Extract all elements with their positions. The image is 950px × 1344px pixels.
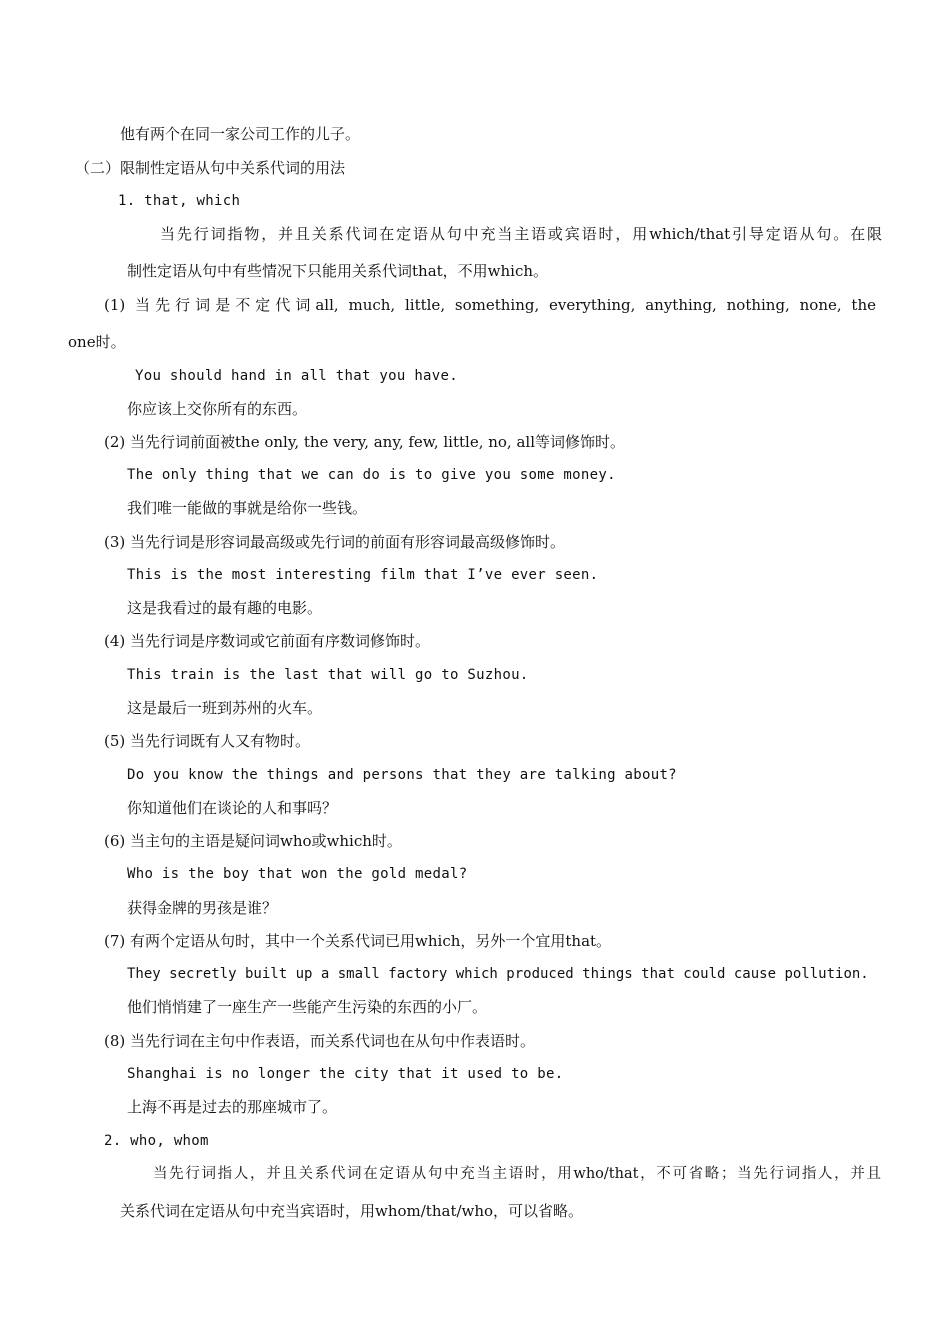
rule-1-translation: 你应该上交你所有的东西。 — [127, 400, 308, 418]
rule-6-text: (6) 当主句的主语是疑问词who或which时。 — [104, 832, 402, 850]
rule-1-text-line1: (1) 当先行词是不定代词all, much, little, something, everything, anything, nothing, none, the — [104, 296, 876, 314]
rule-4-translation: 这是最后一班到苏州的火车。 — [127, 699, 323, 717]
rule-5-text: (5) 当先行词既有人又有物时。 — [104, 732, 311, 750]
rule-3-text: (3) 当先行词是形容词最高级或先行词的前面有形容词最高级修饰时。 — [104, 533, 566, 551]
rule-7-translation: 他们悄悄建了一座生产一些能产生污染的东西的小厂。 — [127, 998, 488, 1016]
rule-2-text: (2) 当先行词前面被the only, the very, any, few, little, no, all等词修饰时。 — [104, 433, 626, 451]
rule-6-translation: 获得金牌的男孩是谁？ — [127, 899, 278, 917]
rule-8-translation: 上海不再是过去的那座城市了。 — [127, 1098, 338, 1116]
intro-translation: 他有两个在同一家公司工作的儿子。 — [120, 125, 361, 143]
rule-3-translation: 这是我看过的最有趣的电影。 — [127, 599, 323, 617]
rule-8-example: Shanghai is no longer the city that it used to be. — [127, 1066, 564, 1082]
section-title: （二）限制性定语从句中关系代词的用法 — [75, 159, 346, 177]
rule-4-example: This train is the last that will go to Suzhou. — [127, 667, 529, 683]
sub1-desc-line2: 制性定语从句中有些情况下只能用关系代词that，不用which。 — [127, 262, 549, 280]
sub2-desc-line1: 当先行词指人，并且关系代词在定语从句中充当主语时，用who/that，不可省略；当先行词指人，并且 — [153, 1166, 881, 1182]
rule-1-example: You should hand in all that you have. — [135, 368, 458, 384]
sub2-desc-line2: 关系代词在定语从句中充当宾语时，用whom/that/who，可以省略。 — [120, 1202, 584, 1220]
rule-7-text: (7) 有两个定语从句时，其中一个关系代词已用which，另外一个宜用that。 — [104, 932, 612, 950]
rule-3-example: This is the most interesting film that I’ve ever seen. — [127, 567, 599, 583]
sub1-heading: 1. that, which — [118, 193, 241, 209]
rule-7-example: They secretly built up a small factory which produced things that could cause pollution. — [127, 966, 869, 982]
rule-5-example: Do you know the things and persons that they are talking about? — [127, 767, 677, 783]
rule-4-text: (4) 当先行词是序数词或它前面有序数词修饰时。 — [104, 632, 431, 650]
rule-5-translation: 你知道他们在谈论的人和事吗？ — [127, 799, 338, 817]
rule-1-text-line2: one时。 — [68, 333, 126, 351]
sub1-desc-line1: 当先行词指物，并且关系代词在定语从句中充当主语或宾语时，用which/that引导定语从句。在限 — [160, 225, 882, 243]
rule-6-example: Who is the boy that won the gold medal? — [127, 866, 468, 882]
rule-2-translation: 我们唯一能做的事就是给你一些钱。 — [127, 499, 368, 517]
rule-8-text: (8) 当先行词在主句中作表语，而关系代词也在从句中作表语时。 — [104, 1032, 536, 1050]
sub2-heading: 2. who, whom — [104, 1133, 209, 1149]
rule-2-example: The only thing that we can do is to give you some money. — [127, 467, 616, 483]
